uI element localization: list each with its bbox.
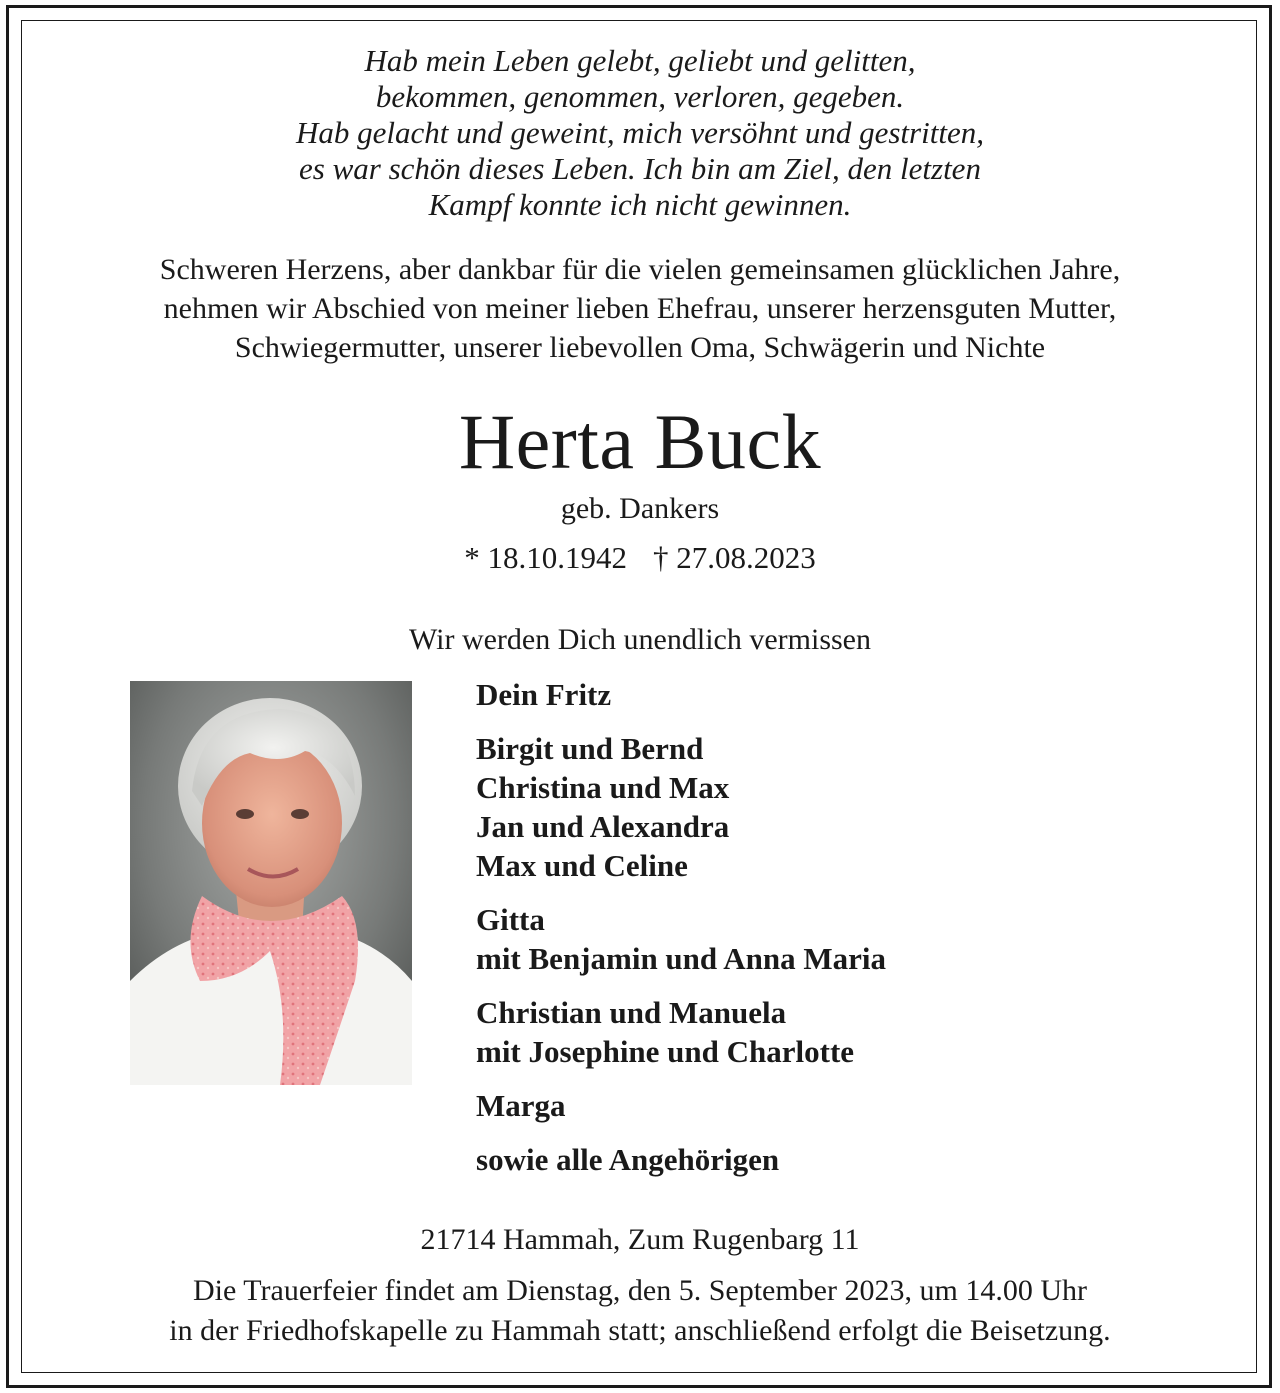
- announcement-intro: [0, 250, 1280, 367]
- family-signatures: [476, 675, 886, 1194]
- deceased-name: Herta Buck: [458, 398, 822, 485]
- family-group: [476, 729, 886, 885]
- family-group: [476, 1140, 886, 1179]
- maiden-name: geb. Dankers: [560, 492, 720, 525]
- family-line: Marga: [476, 1088, 566, 1123]
- family-line: Birgit und Bernd: [476, 731, 704, 766]
- family-group: [476, 993, 886, 1071]
- address: 21714 Hammah, Zum Rugenbarg 11: [420, 1223, 860, 1256]
- family-line: Gitta: [476, 902, 545, 937]
- family-line: mit Josephine und Charlotte: [476, 1034, 855, 1069]
- poem-line: Kampf konnte ich nicht gewinnen.: [428, 187, 852, 222]
- funeral-service-notice: [0, 1271, 1280, 1351]
- poem-line: es war schön dieses Leben. Ich bin am Ziel, den letzten: [299, 151, 981, 186]
- life-dates: [0, 539, 1280, 577]
- poem-line: Hab mein Leben gelebt, geliebt und gelitten,: [364, 43, 916, 78]
- family-line: mit Benjamin und Anna Maria: [476, 941, 886, 976]
- family-group: [476, 675, 886, 714]
- intro-line: Schweren Herzens, aber dankbar für die vielen gemeinsamen glücklichen Jahre,: [159, 253, 1121, 286]
- family-line: Jan und Alexandra: [476, 809, 730, 844]
- poem: [0, 43, 1280, 223]
- service-line: in der Friedhofskapelle zu Hammah statt; anschließend erfolgt die Beisetzung.: [169, 1314, 1111, 1347]
- family-line: Dein Fritz: [476, 677, 612, 712]
- death-date: † 27.08.2023: [653, 540, 816, 575]
- portrait-photo: [130, 681, 412, 1085]
- poem-line: Hab gelacht und geweint, mich versöhnt und gestritten,: [296, 115, 984, 150]
- intro-line: Schwiegermutter, unserer liebevollen Oma, Schwägerin und Nichte: [234, 331, 1046, 364]
- family-group: [476, 900, 886, 978]
- family-line: sowie alle Angehörigen: [476, 1142, 780, 1177]
- intro-line: nehmen wir Abschied von meiner lieben Ehefrau, unserer herzensguten Mutter,: [163, 292, 1117, 325]
- miss-line: Wir werden Dich unendlich vermissen: [409, 623, 871, 656]
- family-line: Christian und Manuela: [476, 995, 787, 1030]
- family-line: Christina und Max: [476, 770, 730, 805]
- poem-line: bekommen, genommen, verloren, gegeben.: [375, 79, 905, 114]
- birth-date: * 18.10.1942: [464, 540, 627, 575]
- service-line: Die Trauerfeier findet am Dienstag, den 5. September 2023, um 14.00 Uhr: [193, 1274, 1087, 1307]
- family-line: Max und Celine: [476, 848, 688, 883]
- family-group: [476, 1086, 886, 1125]
